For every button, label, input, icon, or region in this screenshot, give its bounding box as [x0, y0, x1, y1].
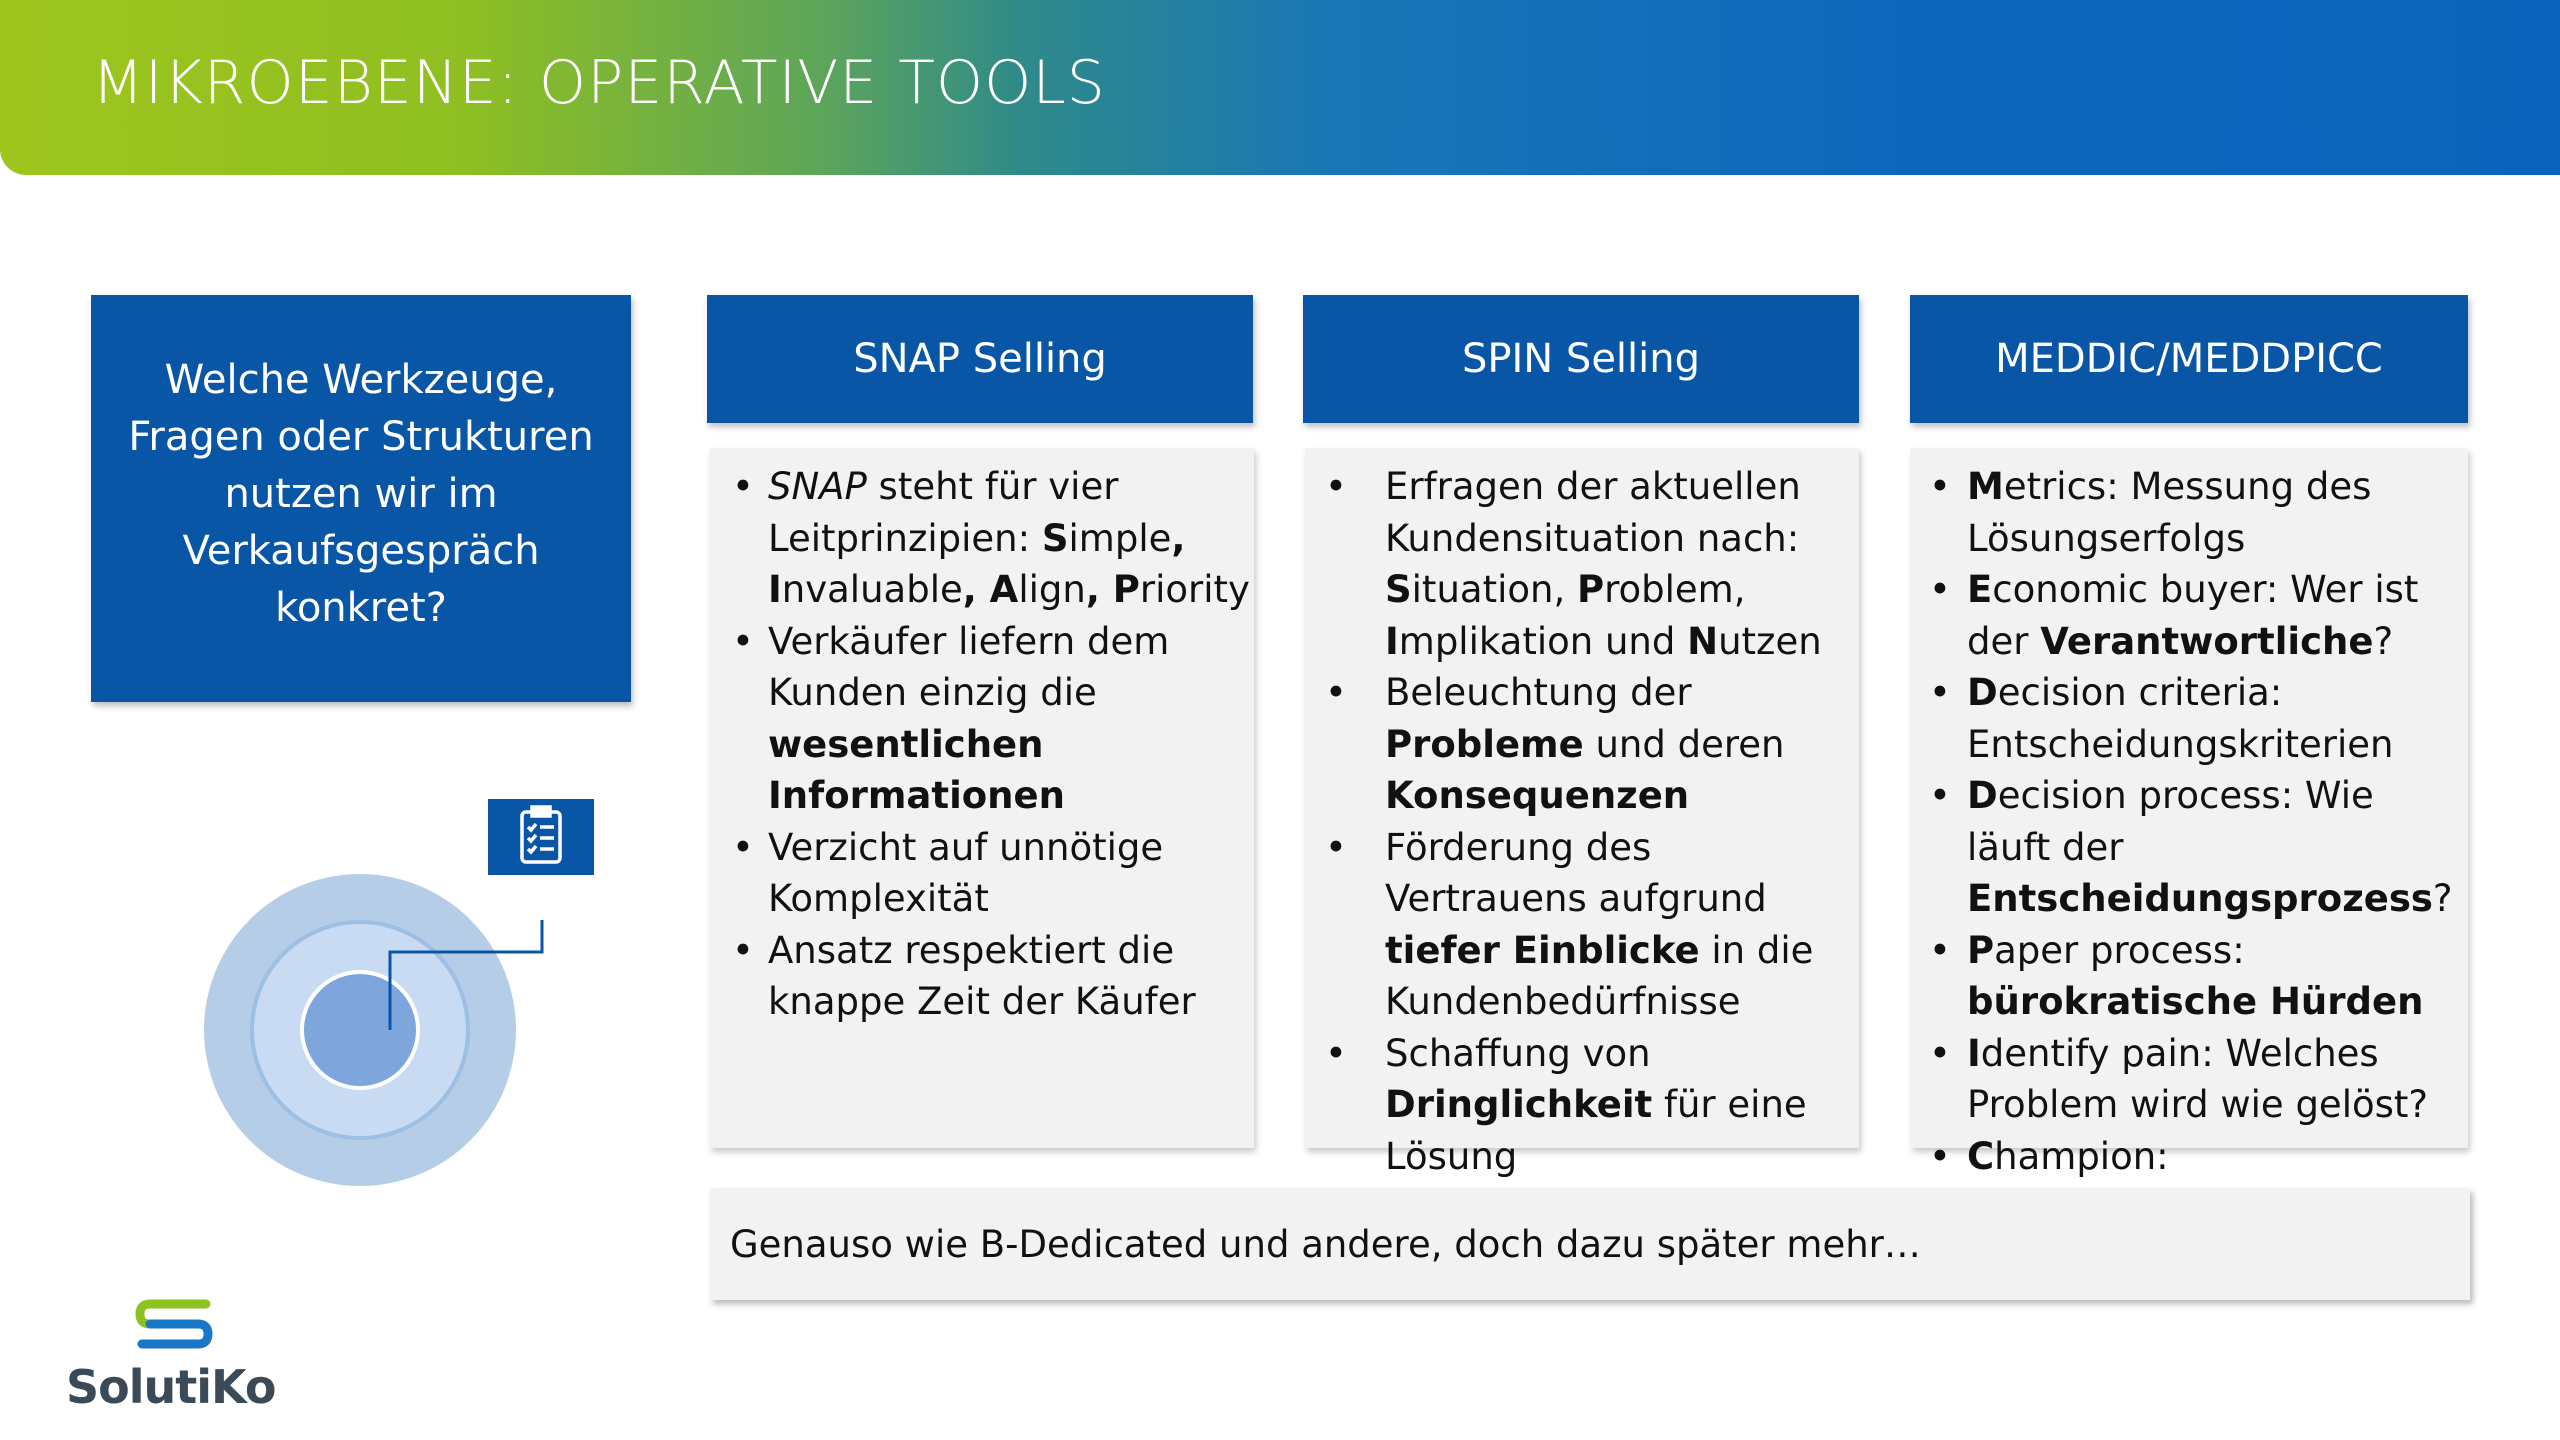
column-header-meddic: MEDDIC/MEDDPICC [1910, 295, 2468, 423]
bullet-item [1911, 1028, 2468, 1131]
column-body-spin [1305, 448, 1859, 1178]
bullet-dot-icon: • [732, 825, 754, 869]
bullet-dot-icon: • [1929, 465, 1951, 508]
column-header-spin: SPIN Selling [1303, 295, 1859, 423]
bullet-text: Economic buyer: Wer ist der Verantwortliche? [1967, 568, 2419, 663]
bullet-item [1305, 1028, 1859, 1183]
logo-text: SolutiKo [66, 1360, 276, 1414]
bullet-item [1911, 667, 2468, 770]
target-circles-icon [200, 790, 620, 1210]
target-inner-ring [302, 972, 418, 1088]
solutiko-logo [66, 1290, 286, 1420]
bullet-text: Beleuchtung der Probleme und deren Konsequenzen [1385, 671, 1785, 817]
bullet-item [1305, 667, 1859, 822]
bullet-dot-icon: • [1929, 774, 1951, 817]
bullet-item [1911, 564, 2468, 667]
bullet-text: Champion: [1967, 1134, 2169, 1178]
bullet-text: Förderung des Vertrauens aufgrund tiefer Einblicke in die Kundenbedürfnisse [1385, 825, 1814, 1023]
bullet-item [710, 461, 1254, 616]
bullet-text: Paper process: bürokratische Hürden [1967, 928, 2424, 1023]
bullet-dot-icon: • [732, 465, 754, 508]
solutiko-s-logo-icon [66, 1290, 286, 1360]
header-bar [0, 0, 2560, 175]
column-body-snap [710, 448, 1254, 1148]
bullet-list-spin [1305, 461, 1859, 1182]
bullet-item [1305, 822, 1859, 1028]
bullet-dot-icon: • [1929, 1134, 1951, 1178]
bullet-text: Verkäufer liefern dem Kunden einzig die wesentlichen Informationen [768, 619, 1170, 817]
bullet-item [1911, 461, 2468, 564]
question-text: Welche Werkzeuge, Fragen oder Strukturen nutzen wir im Verkaufsgespräch konkret? [128, 357, 594, 631]
bullet-text: Schaffung von Dringlichkeit für eine Lösung [1385, 1031, 1807, 1178]
bullet-item [1911, 925, 2468, 1028]
bullet-text: Identify pain: Welches Problem wird wie gelöst? [1967, 1031, 2429, 1126]
footer-note: Genauso wie B-Dedicated und andere, doch dazu später mehr… [710, 1188, 2470, 1300]
question-box [91, 295, 631, 702]
bullet-text: Metrics: Messung des Lösungserfolgs [1967, 465, 2372, 560]
bullet-item [710, 822, 1254, 925]
bullet-dot-icon: • [732, 928, 754, 972]
bullet-dot-icon: • [1929, 568, 1951, 611]
bullet-list-snap [710, 461, 1254, 1028]
bullet-item [710, 925, 1254, 1028]
page-title: MIKROEBENE: OPERATIVE TOOLS [92, 48, 1106, 118]
bullet-item [1911, 770, 2468, 925]
bullet-dot-icon: • [1325, 1031, 1347, 1075]
bullet-dot-icon: • [1929, 671, 1951, 714]
bullet-dot-icon: • [732, 619, 754, 663]
bullet-dot-icon: • [1325, 671, 1347, 714]
bullet-text: Erfragen der aktuellen Kundensituation nach: Situation, Problem, Implikation und Nutzen [1385, 465, 1822, 663]
column-header-snap: SNAP Selling [707, 295, 1253, 423]
bullet-dot-icon: • [1929, 928, 1951, 972]
bullet-text: SNAP steht für vier Leitprinzipien: Simple, Invaluable, Align, Priority [768, 465, 1250, 611]
bullet-item [1305, 461, 1859, 667]
bullet-dot-icon: • [1325, 465, 1347, 508]
bullet-item [710, 616, 1254, 822]
bullet-text: Decision criteria: Entscheidungskriterien [1967, 671, 2394, 766]
bullet-list-meddic [1911, 461, 2468, 1234]
bullet-dot-icon: • [1929, 1031, 1951, 1075]
bullet-dot-icon: • [1325, 825, 1347, 869]
bullet-text: Verzicht auf unnötige Komplexität [768, 825, 1164, 920]
bullet-text: Decision process: Wie läuft der Entscheidungsprozess? [1967, 774, 2453, 920]
column-body-meddic [1911, 448, 2468, 1178]
bullet-text: Ansatz respektiert die knappe Zeit der Käufer [768, 928, 1196, 1023]
